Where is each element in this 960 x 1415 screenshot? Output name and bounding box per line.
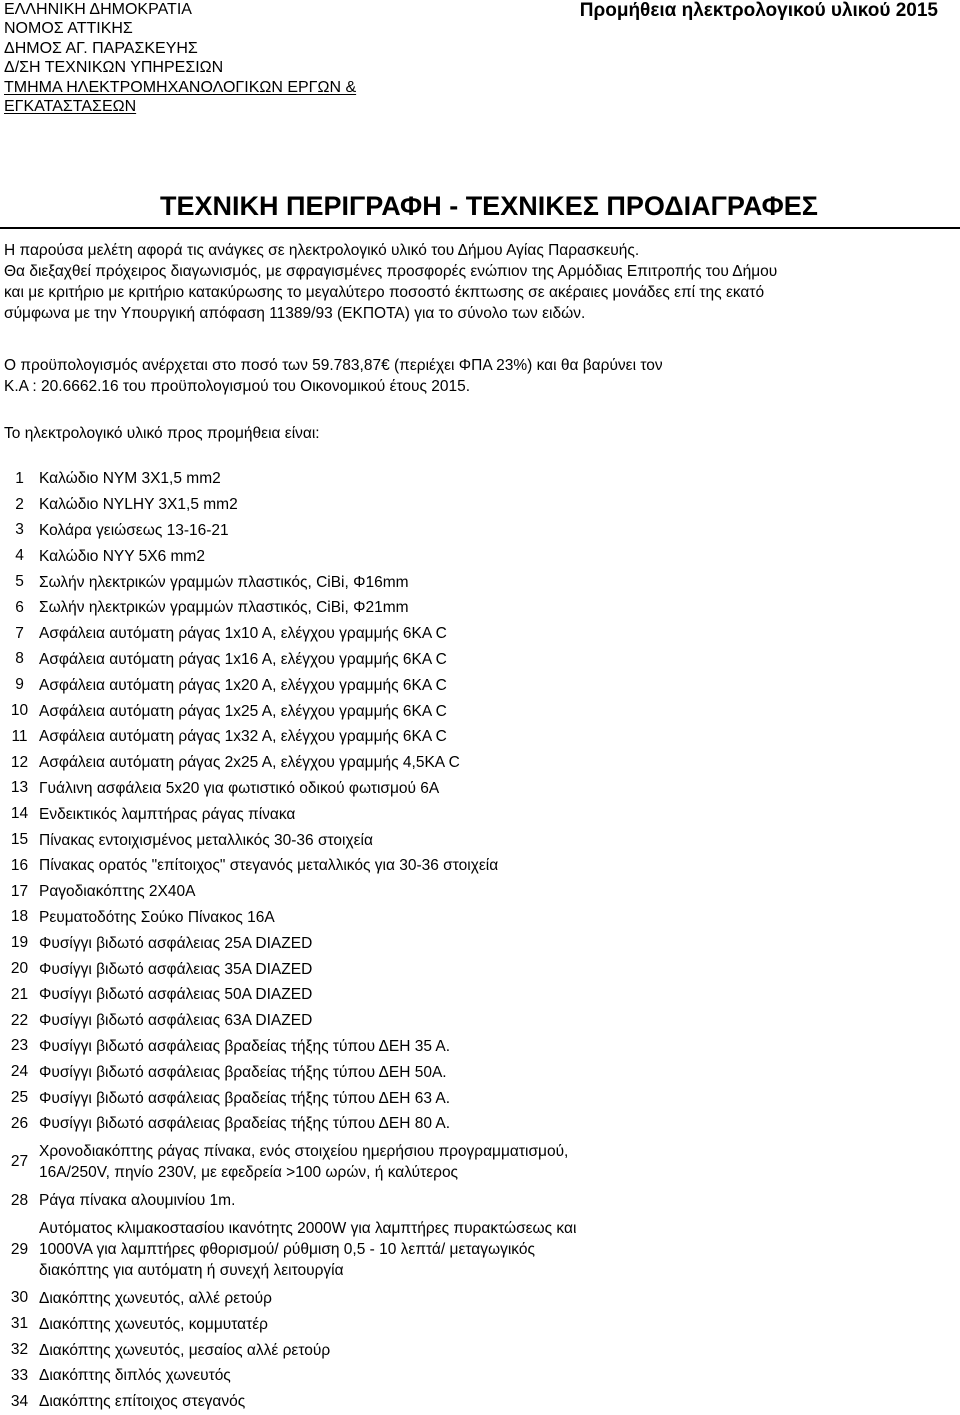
paragraph-line: Θα διεξαχθεί πρόχειρος διαγωνισμός, με σφραγισμένες προσφορές ενώπιον της Αρμόδιας Επιτροπής του Δήμου xyxy=(4,263,778,280)
list-item xyxy=(0,905,576,931)
item-description xyxy=(39,468,221,489)
title-divider xyxy=(0,227,960,229)
item-description-line: Χρονοδιακόπτης ράγας πίνακα, ενός στοιχείου ημερήσιου προγραμματισμού, xyxy=(39,1143,569,1161)
paragraph-line: Κ.Α : 20.6662.16 του προϋπολογισμού του Οικονομικού έτους 2015. xyxy=(4,378,471,395)
list-item xyxy=(0,621,576,647)
budget-paragraph xyxy=(4,355,663,397)
list-item xyxy=(0,750,576,776)
item-description-line: Διακόπτης επίτοιχος στεγανός xyxy=(39,1393,246,1411)
item-number: 16 xyxy=(10,856,29,874)
item-number: 10 xyxy=(10,702,29,720)
item-number: 2 xyxy=(15,495,24,513)
item-description-line: Ράγα πίνακα αλουμινίου 1m. xyxy=(39,1192,236,1210)
org-line-municipality: ΔΗΜΟΣ ΑΓ. ΠΑΡΑΣΚΕΥΗΣ xyxy=(4,39,198,57)
organization-header xyxy=(4,0,356,116)
item-description xyxy=(39,933,312,954)
item-description xyxy=(39,675,447,696)
item-number: 32 xyxy=(10,1341,29,1358)
paragraph-line: Ο προϋπολογισμός ανέρχεται στο ποσό των 59.783,87€ (περιέχει ΦΠΑ 23%) και θα βαρύνει τον xyxy=(4,357,663,374)
item-description-line: Σωλήν ηλεκτρικών γραμμών πλαστικός, CiBi, Φ21mm xyxy=(39,599,409,617)
item-description-line: Διακόπτης χωνευτός, αλλέ ρετούρ xyxy=(39,1289,272,1307)
item-description-line: Φυσίγγι βιδωτό ασφάλειας βραδείας τήξης τύπου ΔΕΗ 50Α. xyxy=(39,1063,447,1081)
item-description xyxy=(39,1340,330,1361)
item-description-line: Φυσίγγι βιδωτό ασφάλειας βραδείας τήξης τύπου ΔΕΗ 80 Α. xyxy=(39,1115,451,1133)
item-description xyxy=(39,1218,576,1281)
item-description xyxy=(39,701,447,722)
paragraph-line: και με κριτήριο με κριτήριο κατακύρωσης το μεγαλύτερο ποσοστό έκπτωσης σε ακέραιες μονάδες επί της εκατό xyxy=(4,284,765,301)
item-description-line: Διακόπτης χωνευτός, κομμυτατέρ xyxy=(39,1315,268,1333)
list-item xyxy=(0,698,576,724)
item-description-line: Κολάρα γειώσεως 13-16-21 xyxy=(39,521,229,539)
item-description xyxy=(39,1365,231,1386)
list-item xyxy=(0,466,576,492)
item-number: 1 xyxy=(15,469,24,487)
item-number: 11 xyxy=(11,727,28,745)
item-number: 17 xyxy=(10,882,29,900)
list-item xyxy=(0,1389,576,1415)
item-description-line: Καλώδιο NYLHY 3X1,5 mm2 xyxy=(39,496,238,514)
item-description xyxy=(39,778,439,799)
item-description-line: Φυσίγγι βιδωτό ασφάλειας 35Α DIAZED xyxy=(39,960,313,978)
item-description-line: Ασφάλεια αυτόματη ράγας 1x10 A, ελέγχου γραμμής 6KA C xyxy=(39,625,447,643)
item-description xyxy=(39,1141,568,1183)
list-item xyxy=(0,1008,576,1034)
list-item xyxy=(0,982,576,1008)
item-number: 14 xyxy=(10,805,29,823)
list-item xyxy=(0,1188,576,1214)
item-description xyxy=(39,907,275,928)
item-number: 12 xyxy=(10,753,29,771)
item-description-line: 16A/250V, πηνίο 230V, με εφεδρεία >100 ωρών, ή καλύτερος xyxy=(39,1164,459,1182)
item-description xyxy=(39,1062,447,1083)
list-item xyxy=(0,801,576,827)
item-description xyxy=(39,494,238,515)
org-line-directorate: Δ/ΣΗ ΤΕΧΝΙΚΩΝ ΥΠΗΡΕΣΙΩΝ xyxy=(4,59,224,77)
item-number: 3 xyxy=(15,521,24,539)
item-number: 4 xyxy=(15,547,24,565)
list-item xyxy=(0,1137,576,1188)
item-number: 33 xyxy=(10,1366,29,1384)
item-description-line: Φυσίγγι βιδωτό ασφάλειας 25Α DIAZED xyxy=(39,934,313,952)
item-number: 22 xyxy=(10,1011,29,1029)
description-paragraph xyxy=(4,240,777,324)
item-description xyxy=(39,649,447,670)
item-number: 23 xyxy=(10,1037,29,1055)
list-item xyxy=(0,569,576,595)
item-description xyxy=(39,1113,450,1134)
list-item xyxy=(0,543,576,569)
list-item xyxy=(0,1085,576,1111)
item-number: 9 xyxy=(15,676,24,694)
item-description xyxy=(39,572,409,593)
item-description xyxy=(39,881,195,902)
item-number: 20 xyxy=(10,960,29,978)
item-description-line: Πίνακας ορατός "επίτοιχος" στεγανός μεταλλικός για 30-36 στοιχεία xyxy=(39,857,499,875)
item-description-line: διακόπτης για αυτόματη ή συνεχή λειτουργία xyxy=(39,1262,344,1280)
org-line-prefecture: ΝΟΜΟΣ ΑΤΤΙΚΗΣ xyxy=(4,20,133,38)
item-number: 13 xyxy=(10,779,29,797)
list-item xyxy=(0,1059,576,1085)
item-number: 27 xyxy=(10,1153,29,1171)
item-description xyxy=(39,1190,235,1211)
list-item xyxy=(0,1363,576,1389)
item-description xyxy=(39,623,447,644)
item-description xyxy=(39,1036,450,1057)
item-description xyxy=(39,1088,450,1109)
item-number: 18 xyxy=(10,908,29,926)
list-item xyxy=(0,1286,576,1312)
items-intro: Το ηλεκτρολογικό υλικό προς προμήθεια είναι: xyxy=(4,425,320,442)
items-list xyxy=(0,466,576,1415)
item-description xyxy=(39,520,229,541)
item-description-line: Γυάλινη ασφάλεια 5x20 για φωτιστικό οδικού φωτισμού 6Α xyxy=(39,779,440,797)
item-description-line: Ενδεικτικός λαμπτήρας ράγας πίνακα xyxy=(39,805,296,823)
item-description xyxy=(39,1288,272,1309)
item-description xyxy=(39,1314,268,1335)
item-description xyxy=(39,959,312,980)
list-item xyxy=(0,827,576,853)
item-description-line: Φυσίγγι βιδωτό ασφάλειας βραδείας τήξης τύπου ΔΕΗ 35 Α. xyxy=(39,1037,451,1055)
list-item xyxy=(0,1034,576,1060)
item-description-line: Καλώδιο ΝΥΜ 3Χ1,5 mm2 xyxy=(39,470,221,488)
item-number: 25 xyxy=(10,1089,29,1107)
list-item xyxy=(0,724,576,750)
item-description-line: Διακόπτης χωνευτός, μεσαίος αλλέ ρετούρ xyxy=(39,1341,331,1359)
list-item xyxy=(0,1311,576,1337)
list-item xyxy=(0,1337,576,1363)
org-line-department: ΤΜΗΜΑ ΗΛΕΚΤΡΟΜΗΧΑΝΟΛΟΓΙΚΩΝ ΕΡΓΩΝ & xyxy=(4,78,357,96)
list-item xyxy=(0,518,576,544)
item-description xyxy=(39,984,312,1005)
item-description xyxy=(39,1391,245,1412)
item-description xyxy=(39,752,460,773)
item-number: 34 xyxy=(10,1392,29,1410)
list-item xyxy=(0,930,576,956)
item-number: 7 xyxy=(15,624,24,642)
item-description-line: 1000VA για λαμπτήρες φθορισμού/ ρύθμιση 0,5 - 10 λεπτά/ μεταγωγικός xyxy=(39,1241,535,1259)
paragraph-line: Η παρούσα μελέτη αφορά τις ανάγκες σε ηλεκτρολογικό υλικό του Δήμου Αγίας Παρασκευής. xyxy=(4,242,640,259)
list-item xyxy=(0,1214,576,1286)
item-description-line: Αυτόματος κλιμακοστασίου ικανότητς 2000W για λαμπτήρες πυρακτώσεως και xyxy=(39,1220,577,1238)
item-description-line: Φυσίγγι βιδωτό ασφάλειας βραδείας τήξης τύπου ΔΕΗ 63 Α. xyxy=(39,1089,451,1107)
project-title: Προμήθεια ηλεκτρολογικού υλικού 2015 xyxy=(579,0,938,21)
item-description-line: Ασφάλεια αυτόματη ράγας 2x25 A, ελέγχου γραμμής 4,5KA C xyxy=(39,754,460,772)
item-description-line: Πίνακας εντοιχισμένος μεταλλικός 30-36 στοιχεία xyxy=(39,831,373,849)
item-number: 19 xyxy=(10,934,29,952)
item-number: 29 xyxy=(10,1240,29,1258)
item-description-line: Σωλήν ηλεκτρικών γραμμών πλαστικός, CiBi, Φ16mm xyxy=(39,573,409,591)
item-number: 26 xyxy=(10,1114,29,1132)
item-description xyxy=(39,546,205,567)
item-description xyxy=(39,726,447,747)
item-number: 6 xyxy=(15,598,24,616)
item-description xyxy=(39,855,498,876)
item-description-line: Ραγοδιακόπτης 2Χ40Α xyxy=(39,883,196,901)
item-description xyxy=(39,597,409,618)
item-number: 5 xyxy=(15,573,24,591)
item-description-line: Ασφάλεια αυτόματη ράγας 1x25 A, ελέγχου γραμμής 6KA C xyxy=(39,702,447,720)
item-description-line: Ασφάλεια αυτόματη ράγας 1x16 A, ελέγχου γραμμής 6KA C xyxy=(39,650,447,668)
item-description-line: Ασφάλεια αυτόματη ράγας 1x32 A, ελέγχου γραμμής 6KA C xyxy=(39,728,447,746)
item-description-line: Φυσίγγι βιδωτό ασφάλειας 50Α DIAZED xyxy=(39,986,313,1004)
item-number: 30 xyxy=(10,1289,29,1307)
list-item xyxy=(0,956,576,982)
item-description-line: Φυσίγγι βιδωτό ασφάλειας 63Α DIAZED xyxy=(39,1012,313,1030)
item-number: 21 xyxy=(10,985,29,1003)
item-description-line: Διακόπτης διπλός χωνευτός xyxy=(39,1367,231,1385)
item-number: 24 xyxy=(10,1063,29,1081)
list-item xyxy=(0,879,576,905)
document-title: ΤΕΧΝΙΚΗ ΠΕΡΙΓΡΑΦΗ - ΤΕΧΝΙΚΕΣ ΠΡΟΔΙΑΓΡΑΦΕΣ xyxy=(160,191,818,221)
item-number: 31 xyxy=(10,1315,29,1333)
item-description-line: Ρευματοδότης Σούκο Πίνακος 16Α xyxy=(39,908,275,926)
item-description xyxy=(39,804,295,825)
list-item xyxy=(0,595,576,621)
list-item xyxy=(0,776,576,802)
item-description-line: Ασφάλεια αυτόματη ράγας 1x20 A, ελέγχου γραμμής 6KA C xyxy=(39,676,447,694)
list-item xyxy=(0,492,576,518)
org-line-department-cont: ΕΓΚΑΤΑΣΤΑΣΕΩΝ xyxy=(4,98,137,116)
item-description xyxy=(39,1010,312,1031)
item-description-line: Καλώδιο ΝΥΥ 5Χ6 mm2 xyxy=(39,547,205,565)
list-item xyxy=(0,672,576,698)
item-number: 8 xyxy=(15,650,24,668)
item-description xyxy=(39,830,373,851)
org-line-republic: ΕΛΛΗΝΙΚΗ ΔΗΜΟΚΡΑΤΙΑ xyxy=(4,1,192,18)
list-item xyxy=(0,647,576,673)
paragraph-line: σύμφωνα με την Υπουργική απόφαση 11389/93 (ΕΚΠΟΤΑ) για το σύνολο των ειδών. xyxy=(4,305,586,322)
item-number: 15 xyxy=(10,831,29,849)
item-number: 28 xyxy=(10,1191,29,1209)
list-item xyxy=(0,853,576,879)
list-item xyxy=(0,1111,576,1137)
